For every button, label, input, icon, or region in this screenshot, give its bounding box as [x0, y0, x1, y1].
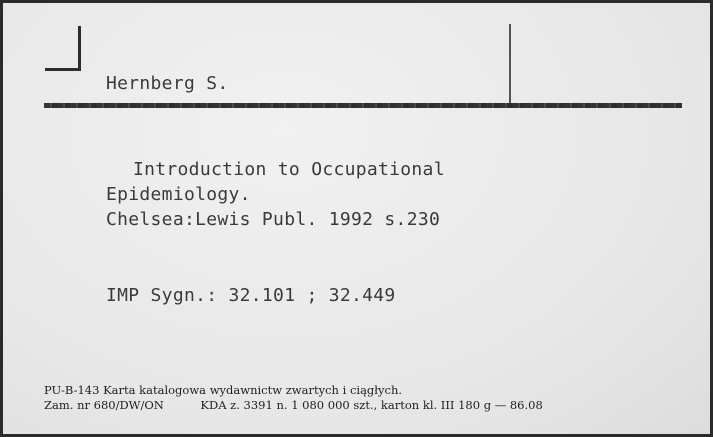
footer-line-1: PU-B-143 Karta katalogowa wydawnictw zwartych i ciągłych. [44, 383, 403, 397]
header-rule [44, 103, 682, 108]
title-line-2: Epidemiology. [106, 184, 251, 205]
author-name: Hernberg S. [106, 73, 229, 94]
footer-line-2: Zam. nr 680/DW/ON KDA z. 3391 n. 1 080 000 szt., karton kl. III 180 g — 86.08 [44, 398, 543, 412]
header-divider [509, 24, 511, 106]
publication-info: Chelsea:Lewis Publ. 1992 s.230 [106, 209, 441, 230]
call-number: IMP Sygn.: 32.101 ; 32.449 [106, 285, 396, 306]
corner-mark-horizontal [45, 68, 81, 71]
corner-mark-vertical [78, 26, 81, 70]
title-line-1: Introduction to Occupational [133, 159, 445, 180]
